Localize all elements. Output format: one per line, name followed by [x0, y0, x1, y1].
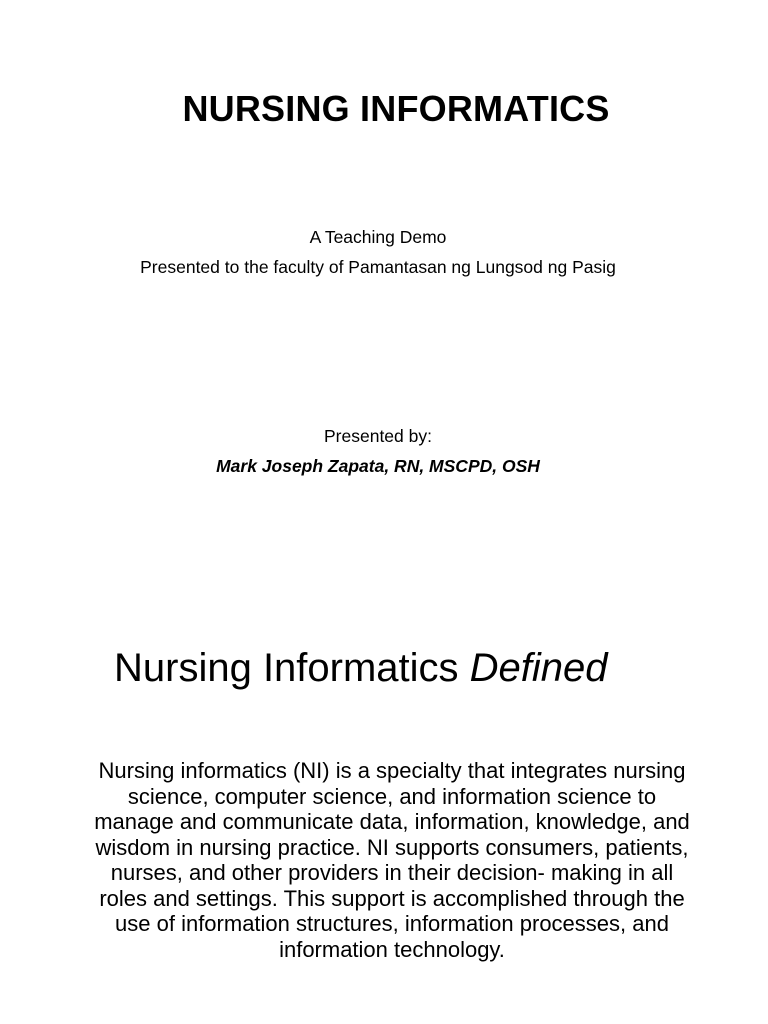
slide-title: NURSING INFORMATICS — [182, 88, 610, 129]
subtitle-line-teaching-demo: A Teaching Demo — [309, 227, 447, 247]
definition-body: Nursing informatics (NI) is a specialty that integrates nursing science, computer science, and information science to manage and communicate data, information, knowledge, and wisdom in nursing practice. NI supports consumers, patients, nurses, and other providers in their decision- making in all roles and settings. This support is accomplished through the use of information structures, information processes, and information technology. — [94, 758, 690, 962]
definition-heading — [114, 643, 608, 693]
definition-slide — [0, 578, 768, 1024]
presenter-name: Mark Joseph Zapata, RN, MSCPD, OSH — [216, 456, 540, 476]
subtitle-line-faculty: Presented to the faculty of Pamantasan ng Lungsod ng Pasig — [140, 257, 616, 277]
presented-by-label: Presented by: — [324, 426, 432, 446]
slide-subtitle — [0, 222, 756, 282]
heading-emphasis-text: Defined — [469, 646, 608, 690]
heading-main-text: Nursing Informatics — [114, 646, 470, 690]
presenter-block — [0, 421, 756, 481]
